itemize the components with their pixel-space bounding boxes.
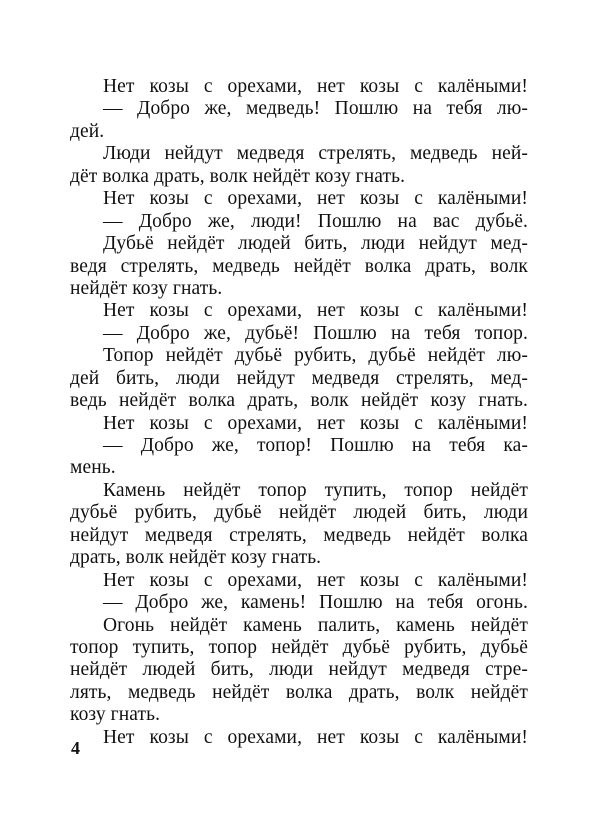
text-line: дей. <box>70 120 105 142</box>
text-line: Люди нейдут медведя стрелять, медведь ней- <box>103 143 528 165</box>
text-line: дубьё рубить, дубьё нейдёт людей бить, люди <box>70 502 528 524</box>
text-line: дёт волка драть, волк нейдёт козу гнать. <box>70 165 406 187</box>
text-line: Дубьё нейдёт людей бить, люди нейдут мед- <box>103 233 528 255</box>
text-line: — Добро же, дубьё! Пошлю на тебя топор. <box>103 322 528 344</box>
text-line: лять, медведь нейдёт волка драть, волк нейдёт <box>70 681 528 703</box>
page-body <box>70 76 528 749</box>
text-line: дей бить, люди нейдут медведя стрелять, мед- <box>70 367 528 389</box>
text-line: — Добро же, камень! Пошлю на тебя огонь. <box>103 592 528 614</box>
page-number: 4 <box>71 738 80 758</box>
text-line: нейдёт козу гнать. <box>70 277 223 299</box>
text-line: ведя стрелять, медведь нейдёт волка драть, волк <box>70 255 528 277</box>
text-line: Нет козы с орехами, нет козы с калёными! <box>103 76 528 97</box>
text-line: нейдёт людей бить, люди нейдут медведя стре- <box>70 659 528 681</box>
text-line: — Добро же, люди! Пошлю на вас дубьё. <box>103 210 528 232</box>
text-line: Нет козы с орехами, нет козы с калёными! <box>103 412 528 434</box>
text-line: — Добро же, топор! Пошлю на тебя ка- <box>103 435 528 456</box>
text-line: нейдут медведя стрелять, медведь нейдёт волка <box>70 524 528 546</box>
text-line: Нет козы с орехами, нет козы с калёными! <box>103 188 528 210</box>
text-line: Нет козы с орехами, нет козы с калёными! <box>103 300 528 322</box>
text-line: мень. <box>70 457 116 479</box>
text-line: Нет козы с орехами, нет козы с калёными! <box>103 726 528 748</box>
text-line: козу гнать. <box>70 704 161 726</box>
text-line: топор тупить, топор нейдёт дубьё рубить, дубьё <box>70 636 528 658</box>
text-line: Огонь нейдёт камень палить, камень нейдёт <box>103 614 528 636</box>
text-line: — Добро же, медведь! Пошлю на тебя лю- <box>103 98 528 120</box>
text-line: Камень нейдёт топор тупить, топор нейдёт <box>103 479 528 501</box>
text-line: драть, волк нейдёт козу гнать. <box>70 547 322 569</box>
text-line: Нет козы с орехами, нет козы с калёными! <box>103 569 528 591</box>
text-line: Топор нейдёт дубьё рубить, дубьё нейдёт лю- <box>103 345 528 367</box>
text-line: ведь нейдёт волка драть, волк нейдёт козу гнать. <box>70 390 528 412</box>
